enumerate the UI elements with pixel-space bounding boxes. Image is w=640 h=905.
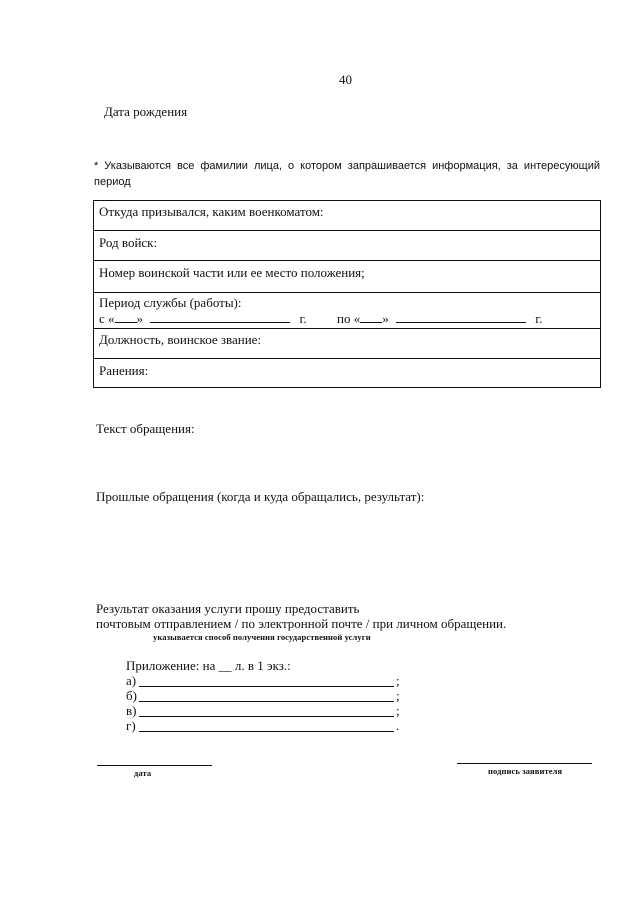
applicant-signature-line[interactable] <box>457 763 592 764</box>
result-line-2: почтовым отправлением / по электронной почте / при личном обращении. <box>96 616 507 631</box>
attachment-item-b-end: ; <box>396 688 400 703</box>
from-day-blank[interactable] <box>115 311 137 323</box>
troops-label: Род войск: <box>99 235 158 250</box>
to-day-blank[interactable] <box>360 311 382 323</box>
period-from-field[interactable] <box>99 311 307 327</box>
footnote-line-2: период <box>94 176 131 188</box>
from-month-year-blank[interactable] <box>150 311 290 323</box>
page-number: 40 <box>339 72 352 87</box>
table-row-conscription <box>94 201 600 231</box>
birth-date-label: Дата рождения <box>104 104 188 119</box>
date-signature-line[interactable] <box>97 765 212 766</box>
attachment-item-c-line[interactable] <box>139 716 394 717</box>
attachment-item-b-line[interactable] <box>139 701 394 702</box>
to-quote-close: » <box>382 311 389 326</box>
to-quote-open: по « <box>337 311 361 326</box>
attachment-item-c-letter: в) <box>126 703 137 718</box>
from-year-suffix: г. <box>299 311 307 326</box>
date-caption: дата <box>134 768 152 778</box>
attachment-item-d-line[interactable] <box>139 731 394 732</box>
conscription-label: Откуда призывался, каким военкоматом: <box>99 204 324 219</box>
service-info-table <box>93 200 601 388</box>
service-period-label: Период службы (работы): <box>99 295 242 310</box>
table-row-unit <box>94 261 600 293</box>
attachment-item-c-end: ; <box>396 703 400 718</box>
to-month-year-blank[interactable] <box>396 311 526 323</box>
attachment-item-b-letter: б) <box>126 688 137 703</box>
result-hint: указывается способ получения государственной услуги <box>153 632 371 642</box>
attachment-item-d-letter: г) <box>126 718 136 733</box>
previous-appeals-label: Прошлые обращения (когда и куда обращались, результат): <box>96 489 425 504</box>
to-year-suffix: г. <box>535 311 543 326</box>
table-row-service-period <box>94 293 600 329</box>
attachment-item-a-end: ; <box>396 673 400 688</box>
period-to-field[interactable] <box>337 311 542 327</box>
attachment-item-d-end: . <box>396 718 400 733</box>
table-row-wounds <box>94 359 600 388</box>
attachment-item-a-line[interactable] <box>139 686 394 687</box>
appeal-text-label: Текст обращения: <box>96 421 195 436</box>
attachment-item-a-letter: а) <box>126 673 137 688</box>
applicant-signature-caption: подпись заявителя <box>488 766 563 776</box>
table-row-position <box>94 329 600 359</box>
footnote-line-1: * Указываются все фамилии лица, о котором запрашивается информация, за интересующий <box>94 160 600 172</box>
attachment-title: Приложение: на __ л. в 1 экз.: <box>126 658 291 673</box>
unit-label: Номер воинской части или ее место положения; <box>99 265 365 280</box>
from-quote-open: с « <box>99 311 115 326</box>
wounds-label: Ранения: <box>99 363 149 378</box>
result-line-1: Результат оказания услуги прошу предоставить <box>96 601 360 616</box>
position-label: Должность, воинское звание: <box>99 332 262 347</box>
table-row-troops <box>94 231 600 261</box>
from-quote-close: » <box>136 311 144 326</box>
